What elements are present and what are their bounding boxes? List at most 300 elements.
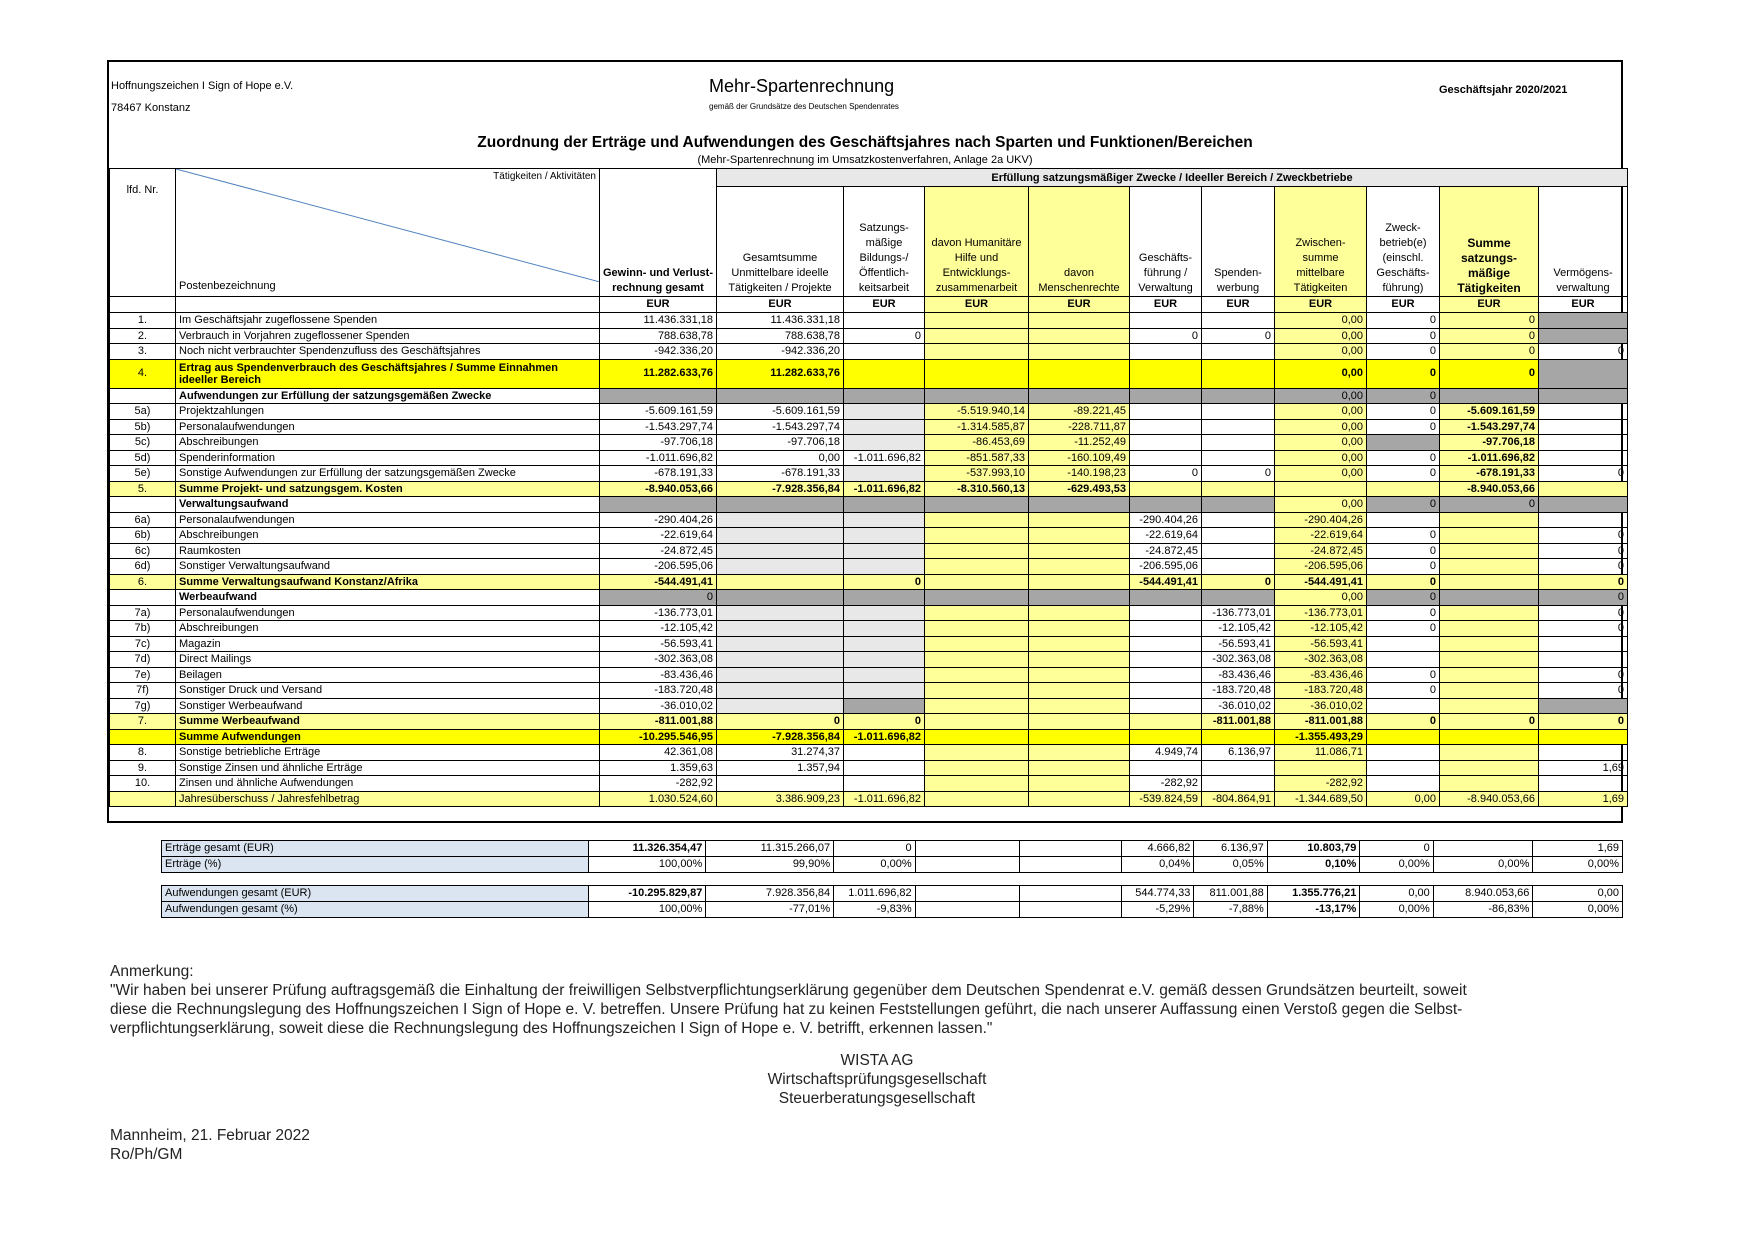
value-cell bbox=[1029, 714, 1130, 730]
row-label: Raumkosten bbox=[176, 543, 600, 559]
value-cell bbox=[1539, 497, 1628, 513]
value-cell bbox=[925, 313, 1029, 329]
value-cell bbox=[925, 760, 1029, 776]
value-cell: -12.105,42 bbox=[1275, 621, 1367, 637]
value-cell: -12.105,42 bbox=[600, 621, 717, 637]
value-cell bbox=[1029, 791, 1130, 807]
value-cell bbox=[1029, 683, 1130, 699]
value-cell bbox=[1367, 512, 1440, 528]
value-cell: 11.086,71 bbox=[1275, 745, 1367, 761]
value-cell bbox=[717, 776, 844, 792]
value-cell bbox=[1130, 683, 1202, 699]
value-cell bbox=[844, 698, 925, 714]
value-cell bbox=[1029, 729, 1130, 745]
value-cell bbox=[1130, 636, 1202, 652]
row-number bbox=[110, 729, 176, 745]
value-cell: 0 bbox=[1539, 559, 1628, 575]
value-cell: -302.363,08 bbox=[600, 652, 717, 668]
value-cell: 0 bbox=[1367, 574, 1440, 590]
value-cell bbox=[1367, 698, 1440, 714]
value-cell bbox=[1029, 313, 1130, 329]
value-cell bbox=[844, 636, 925, 652]
row-number bbox=[110, 590, 176, 606]
value-cell bbox=[1440, 652, 1539, 668]
summary-label: Erträge gesamt (EUR) bbox=[162, 841, 589, 857]
auditor-line-3: Steuerberatungsgesellschaft bbox=[778, 1090, 976, 1107]
value-cell bbox=[925, 667, 1029, 683]
summary-row bbox=[162, 857, 1623, 873]
col-header-education: Satzungs-mäßige Bildungs-/ Öffentlich-keitsarbeit bbox=[844, 187, 925, 297]
value-cell: -539.824,59 bbox=[1130, 791, 1202, 807]
org-city: 78467 Konstanz bbox=[111, 102, 191, 114]
value-cell bbox=[1202, 435, 1275, 451]
table-row bbox=[110, 683, 1628, 699]
summary-value: -9,83% bbox=[834, 902, 916, 918]
value-cell bbox=[1130, 313, 1202, 329]
row-label: Magazin bbox=[176, 636, 600, 652]
value-cell: -22.619,64 bbox=[1275, 528, 1367, 544]
value-cell bbox=[925, 388, 1029, 404]
value-cell bbox=[925, 714, 1029, 730]
value-cell bbox=[925, 543, 1029, 559]
value-cell bbox=[844, 404, 925, 420]
summary-value: 0,00% bbox=[1433, 857, 1533, 873]
value-cell: -1.011.696,82 bbox=[844, 450, 925, 466]
value-cell bbox=[925, 590, 1029, 606]
value-cell: -11.252,49 bbox=[1029, 435, 1130, 451]
value-cell: 0,00 bbox=[1275, 344, 1367, 360]
row-number: 5. bbox=[110, 481, 176, 497]
value-cell: 0 bbox=[1440, 328, 1539, 344]
summary-value: 0 bbox=[1360, 841, 1433, 857]
summary-value bbox=[915, 841, 1020, 857]
value-cell bbox=[844, 512, 925, 528]
value-cell: 0 bbox=[1130, 328, 1202, 344]
value-cell bbox=[1440, 698, 1539, 714]
col-header-statutory-sum: Summe satzungs-mäßige Tätigkeiten bbox=[1440, 187, 1539, 297]
value-cell: -56.593,41 bbox=[600, 636, 717, 652]
value-cell: 0 bbox=[1440, 497, 1539, 513]
value-cell bbox=[717, 512, 844, 528]
value-cell bbox=[717, 497, 844, 513]
row-label: Sonstige Aufwendungen zur Erfüllung der satzungsgemäßen Zwecke bbox=[176, 466, 600, 482]
value-cell: -140.198,23 bbox=[1029, 466, 1130, 482]
value-cell: -290.404,26 bbox=[600, 512, 717, 528]
value-cell bbox=[717, 698, 844, 714]
value-cell: -56.593,41 bbox=[1202, 636, 1275, 652]
value-cell: 4.949,74 bbox=[1130, 745, 1202, 761]
value-cell: -36.010,02 bbox=[600, 698, 717, 714]
value-cell bbox=[1440, 621, 1539, 637]
row-number: 7e) bbox=[110, 667, 176, 683]
value-cell: 0 bbox=[1539, 543, 1628, 559]
value-cell bbox=[1539, 729, 1628, 745]
value-cell bbox=[1539, 636, 1628, 652]
value-cell bbox=[925, 791, 1029, 807]
value-cell bbox=[1130, 729, 1202, 745]
value-cell: -811.001,88 bbox=[600, 714, 717, 730]
summary-value bbox=[915, 886, 1020, 902]
value-cell: 0 bbox=[1539, 466, 1628, 482]
value-cell: -136.773,01 bbox=[600, 605, 717, 621]
value-cell bbox=[1539, 404, 1628, 420]
value-cell bbox=[844, 776, 925, 792]
value-cell: -290.404,26 bbox=[1130, 512, 1202, 528]
spreadsheet-page bbox=[107, 60, 1623, 823]
value-cell: -5.519.940,14 bbox=[925, 404, 1029, 420]
value-cell bbox=[717, 543, 844, 559]
row-number: 5a) bbox=[110, 404, 176, 420]
row-label: Summe Verwaltungsaufwand Konstanz/Afrika bbox=[176, 574, 600, 590]
row-number: 6d) bbox=[110, 559, 176, 575]
value-cell: -56.593,41 bbox=[1275, 636, 1367, 652]
summary-value: 0,00% bbox=[834, 857, 916, 873]
value-cell bbox=[1029, 652, 1130, 668]
value-cell: -1.011.696,82 bbox=[600, 450, 717, 466]
value-cell bbox=[1440, 559, 1539, 575]
value-cell bbox=[925, 574, 1029, 590]
value-cell bbox=[925, 683, 1029, 699]
row-number: 7d) bbox=[110, 652, 176, 668]
value-cell bbox=[1440, 636, 1539, 652]
value-cell bbox=[1440, 745, 1539, 761]
table-row bbox=[110, 435, 1628, 451]
value-cell: -183.720,48 bbox=[600, 683, 717, 699]
value-cell: 3.386.909,23 bbox=[717, 791, 844, 807]
value-cell: -228.711,87 bbox=[1029, 419, 1130, 435]
row-label: Im Geschäftsjahr zugeflossene Spenden bbox=[176, 313, 600, 329]
value-cell bbox=[1539, 313, 1628, 329]
fiscal-year: Geschäftsjahr 2020/2021 bbox=[1439, 84, 1568, 96]
value-cell bbox=[1130, 605, 1202, 621]
value-cell bbox=[1202, 760, 1275, 776]
value-cell bbox=[1202, 388, 1275, 404]
value-cell: 0 bbox=[1440, 313, 1539, 329]
value-cell: 0 bbox=[1367, 605, 1440, 621]
row-label: Jahresüberschuss / Jahresfehlbetrag bbox=[176, 791, 600, 807]
value-cell bbox=[1440, 760, 1539, 776]
value-cell bbox=[1202, 481, 1275, 497]
value-cell: -282,92 bbox=[1130, 776, 1202, 792]
value-cell: -24.872,45 bbox=[1275, 543, 1367, 559]
value-cell: -206.595,06 bbox=[1130, 559, 1202, 575]
value-cell bbox=[1440, 683, 1539, 699]
value-cell bbox=[1130, 419, 1202, 435]
row-number: 4. bbox=[110, 359, 176, 388]
value-cell bbox=[1029, 605, 1130, 621]
col-header-humanitarian: davon Humanitäre Hilfe und Entwicklungs-zusammenarbeit bbox=[925, 187, 1029, 297]
value-cell: -36.010,02 bbox=[1275, 698, 1367, 714]
summary-value: -86,83% bbox=[1433, 902, 1533, 918]
value-cell: 0 bbox=[1440, 714, 1539, 730]
value-cell: -136.773,01 bbox=[1275, 605, 1367, 621]
table-row bbox=[110, 652, 1628, 668]
summary-value: 0,04% bbox=[1121, 857, 1193, 873]
value-cell bbox=[925, 652, 1029, 668]
summary-value: 99,90% bbox=[706, 857, 834, 873]
summary-value bbox=[1433, 841, 1533, 857]
value-cell bbox=[1539, 652, 1628, 668]
summary-value: -7,88% bbox=[1194, 902, 1267, 918]
value-cell bbox=[1440, 667, 1539, 683]
value-cell: -1.314.585,87 bbox=[925, 419, 1029, 435]
summary-value: -10.295.829,87 bbox=[588, 886, 706, 902]
value-cell: 0 bbox=[1539, 528, 1628, 544]
value-cell: -22.619,64 bbox=[1130, 528, 1202, 544]
table-row bbox=[110, 590, 1628, 606]
value-cell: 0 bbox=[1440, 344, 1539, 360]
value-cell bbox=[717, 574, 844, 590]
summary-value: 7.928.356,84 bbox=[706, 886, 834, 902]
col-header-purpose-business: Zweck-betrieb(e) (einschl. Geschäfts-führung) bbox=[1367, 187, 1440, 297]
value-cell bbox=[1029, 698, 1130, 714]
row-number: 1. bbox=[110, 313, 176, 329]
value-cell: 0 bbox=[844, 574, 925, 590]
row-label: Beilagen bbox=[176, 667, 600, 683]
value-cell bbox=[1367, 745, 1440, 761]
value-cell: -10.295.546,95 bbox=[600, 729, 717, 745]
value-cell: 0 bbox=[1367, 450, 1440, 466]
summary-value: 10.803,79 bbox=[1267, 841, 1360, 857]
value-cell: -8.310.560,13 bbox=[925, 481, 1029, 497]
table-row bbox=[110, 313, 1628, 329]
value-cell: -5.609.161,59 bbox=[717, 404, 844, 420]
doc-title: Mehr-Spartenrechnung bbox=[709, 76, 895, 96]
value-cell: 0 bbox=[844, 714, 925, 730]
summary-row bbox=[162, 841, 1623, 857]
value-cell: 0 bbox=[1367, 497, 1440, 513]
value-cell bbox=[1367, 435, 1440, 451]
value-cell: -678.191,33 bbox=[600, 466, 717, 482]
value-cell: -5.609.161,59 bbox=[1440, 404, 1539, 420]
row-number: 7b) bbox=[110, 621, 176, 637]
value-cell: -1.011.696,82 bbox=[844, 791, 925, 807]
value-cell: -24.872,45 bbox=[600, 543, 717, 559]
value-cell: 0,00 bbox=[1275, 359, 1367, 388]
value-cell: 0 bbox=[1367, 590, 1440, 606]
value-cell bbox=[1440, 590, 1539, 606]
row-label: Abschreibungen bbox=[176, 621, 600, 637]
value-cell bbox=[717, 605, 844, 621]
note-title: Anmerkung: bbox=[110, 963, 194, 980]
table-row bbox=[110, 714, 1628, 730]
table-row bbox=[110, 512, 1628, 528]
value-cell: 0 bbox=[1539, 683, 1628, 699]
value-cell bbox=[844, 652, 925, 668]
summary-row bbox=[162, 902, 1623, 918]
value-cell: 0 bbox=[1539, 621, 1628, 637]
value-cell bbox=[1539, 435, 1628, 451]
row-label: Projektzahlungen bbox=[176, 404, 600, 420]
table-row bbox=[110, 760, 1628, 776]
unit-cell: EUR bbox=[1539, 297, 1628, 313]
value-cell: -811.001,88 bbox=[1202, 714, 1275, 730]
value-cell bbox=[925, 698, 1029, 714]
value-cell: -206.595,06 bbox=[1275, 559, 1367, 575]
note-line-3: verpflichtungserklärung, soweit diese die Rechnungslegung des Hoffnungszeichen I Sign of Hope e. V. betrifft, erkennen lassen." bbox=[110, 1020, 993, 1037]
row-number: 5c) bbox=[110, 435, 176, 451]
value-cell bbox=[1130, 435, 1202, 451]
value-cell: 0 bbox=[1367, 559, 1440, 575]
allocation-table bbox=[109, 168, 1628, 807]
value-cell bbox=[844, 621, 925, 637]
value-cell bbox=[1029, 559, 1130, 575]
value-cell bbox=[1130, 450, 1202, 466]
value-cell bbox=[1029, 512, 1130, 528]
value-cell: 0,00 bbox=[1275, 313, 1367, 329]
value-cell bbox=[1029, 745, 1130, 761]
row-number: 5e) bbox=[110, 466, 176, 482]
summary-value bbox=[1020, 902, 1122, 918]
table-row bbox=[110, 776, 1628, 792]
value-cell: 11.282.633,76 bbox=[717, 359, 844, 388]
value-cell bbox=[1130, 667, 1202, 683]
table-row bbox=[110, 497, 1628, 513]
summary-value: 11.326.354,47 bbox=[588, 841, 706, 857]
value-cell: 0 bbox=[1367, 313, 1440, 329]
value-cell bbox=[1440, 729, 1539, 745]
summary-label: Erträge (%) bbox=[162, 857, 589, 873]
value-cell bbox=[1029, 636, 1130, 652]
value-cell bbox=[1367, 481, 1440, 497]
value-cell: 0 bbox=[600, 590, 717, 606]
summary-value: 0,05% bbox=[1194, 857, 1267, 873]
value-cell bbox=[717, 590, 844, 606]
group-header: Erfüllung satzungsmäßiger Zwecke / Ideeller Bereich / Zweckbetriebe bbox=[717, 169, 1628, 187]
col-header-human-rights: davon Menschenrechte bbox=[1029, 187, 1130, 297]
value-cell bbox=[717, 636, 844, 652]
value-cell: 1.357,94 bbox=[717, 760, 844, 776]
value-cell bbox=[925, 745, 1029, 761]
value-cell bbox=[1202, 404, 1275, 420]
value-cell bbox=[844, 388, 925, 404]
table-row bbox=[110, 466, 1628, 482]
value-cell: 0 bbox=[1539, 667, 1628, 683]
value-cell bbox=[1130, 344, 1202, 360]
table-row bbox=[110, 528, 1628, 544]
lfd-nr-header: lfd. Nr. bbox=[110, 169, 176, 297]
value-cell bbox=[1202, 344, 1275, 360]
unit-cell: EUR bbox=[1202, 297, 1275, 313]
table-row bbox=[110, 328, 1628, 344]
row-number: 6c) bbox=[110, 543, 176, 559]
value-cell: 0 bbox=[1539, 344, 1628, 360]
value-cell: -942.336,20 bbox=[717, 344, 844, 360]
value-cell: -629.493,53 bbox=[1029, 481, 1130, 497]
note-line-2: diese die Rechnungslegung des Hoffnungszeichen I Sign of Hope e. V. betreffen. Unsere Prüfung hat zu keinen Feststellungen geführt, die nach unserer Auffassung einen Verstoß gegen die Selbst- bbox=[110, 1001, 1463, 1018]
org-name: Hoffnungszeichen I Sign of Hope e.V. bbox=[111, 80, 294, 92]
row-label: Verbrauch in Vorjahren zugeflossener Spenden bbox=[176, 328, 600, 344]
value-cell: 0,00 bbox=[1275, 450, 1367, 466]
value-cell bbox=[1539, 776, 1628, 792]
row-label: Zinsen und ähnliche Aufwendungen bbox=[176, 776, 600, 792]
value-cell bbox=[1440, 388, 1539, 404]
row-label: Sonstige betriebliche Erträge bbox=[176, 745, 600, 761]
unit-cell: EUR bbox=[1029, 297, 1130, 313]
value-cell: 0 bbox=[1202, 574, 1275, 590]
value-cell: -8.940.053,66 bbox=[1440, 791, 1539, 807]
value-cell: 0 bbox=[1367, 528, 1440, 544]
value-cell bbox=[1202, 528, 1275, 544]
value-cell bbox=[1539, 419, 1628, 435]
summary-value bbox=[915, 902, 1020, 918]
col-header-asset-management: Vermögens-verwaltung bbox=[1539, 187, 1628, 297]
row-number: 8. bbox=[110, 745, 176, 761]
value-cell bbox=[1440, 512, 1539, 528]
value-cell bbox=[1202, 729, 1275, 745]
summary-value: 0,00% bbox=[1360, 902, 1433, 918]
value-cell bbox=[1130, 497, 1202, 513]
value-cell bbox=[925, 359, 1029, 388]
value-cell bbox=[925, 621, 1029, 637]
table-row bbox=[110, 698, 1628, 714]
value-cell: 31.274,37 bbox=[717, 745, 844, 761]
value-cell bbox=[1202, 543, 1275, 559]
value-cell bbox=[1440, 605, 1539, 621]
value-cell: 0,00 bbox=[1367, 791, 1440, 807]
value-cell: -1.543.297,74 bbox=[1440, 419, 1539, 435]
value-cell: -811.001,88 bbox=[1275, 714, 1367, 730]
unit-cell: EUR bbox=[1130, 297, 1202, 313]
row-label: Werbeaufwand bbox=[176, 590, 600, 606]
value-cell: -1.543.297,74 bbox=[717, 419, 844, 435]
value-cell: -24.872,45 bbox=[1130, 543, 1202, 559]
row-label: Noch nicht verbrauchter Spendenzufluss des Geschäftsjahres bbox=[176, 344, 600, 360]
place-date: Mannheim, 21. Februar 2022 bbox=[110, 1127, 310, 1144]
auditor-name: WISTA AG bbox=[840, 1052, 914, 1069]
row-label: Summe Aufwendungen bbox=[176, 729, 600, 745]
row-number: 7g) bbox=[110, 698, 176, 714]
value-cell: 0,00 bbox=[1275, 328, 1367, 344]
value-cell: -89.221,45 bbox=[1029, 404, 1130, 420]
row-label: Sonstige Zinsen und ähnliche Erträge bbox=[176, 760, 600, 776]
value-cell bbox=[844, 605, 925, 621]
summary-value: 1,69 bbox=[1533, 841, 1623, 857]
table-row bbox=[110, 621, 1628, 637]
row-label: Ertrag aus Spendenverbrauch des Geschäftsjahres / Summe Einnahmen ideeller Bereich bbox=[176, 359, 600, 388]
value-cell: 0 bbox=[1367, 683, 1440, 699]
value-cell bbox=[1367, 636, 1440, 652]
value-cell: -678.191,33 bbox=[717, 466, 844, 482]
value-cell bbox=[1202, 450, 1275, 466]
table-row bbox=[110, 359, 1628, 388]
row-label: Aufwendungen zur Erfüllung der satzungsgemäßen Zwecke bbox=[176, 388, 600, 404]
value-cell bbox=[844, 667, 925, 683]
value-cell bbox=[1130, 590, 1202, 606]
row-number: 10. bbox=[110, 776, 176, 792]
row-number: 5b) bbox=[110, 419, 176, 435]
value-cell bbox=[1202, 776, 1275, 792]
value-cell bbox=[1539, 481, 1628, 497]
value-cell bbox=[1029, 776, 1130, 792]
value-cell: -86.453,69 bbox=[925, 435, 1029, 451]
value-cell: 1,69 bbox=[1539, 760, 1628, 776]
table-row bbox=[110, 729, 1628, 745]
value-cell: 0 bbox=[1367, 621, 1440, 637]
value-cell bbox=[1275, 481, 1367, 497]
value-cell: -183.720,48 bbox=[1275, 683, 1367, 699]
value-cell: -12.105,42 bbox=[1202, 621, 1275, 637]
row-number: 6a) bbox=[110, 512, 176, 528]
value-cell: -544.491,41 bbox=[1130, 574, 1202, 590]
row-number: 7a) bbox=[110, 605, 176, 621]
unit-cell: EUR bbox=[1367, 297, 1440, 313]
value-cell: 11.436.331,18 bbox=[600, 313, 717, 329]
row-label: Sonstiger Verwaltungsaufwand bbox=[176, 559, 600, 575]
value-cell bbox=[925, 776, 1029, 792]
value-cell: -1.543.297,74 bbox=[600, 419, 717, 435]
summary-table bbox=[161, 840, 1623, 918]
